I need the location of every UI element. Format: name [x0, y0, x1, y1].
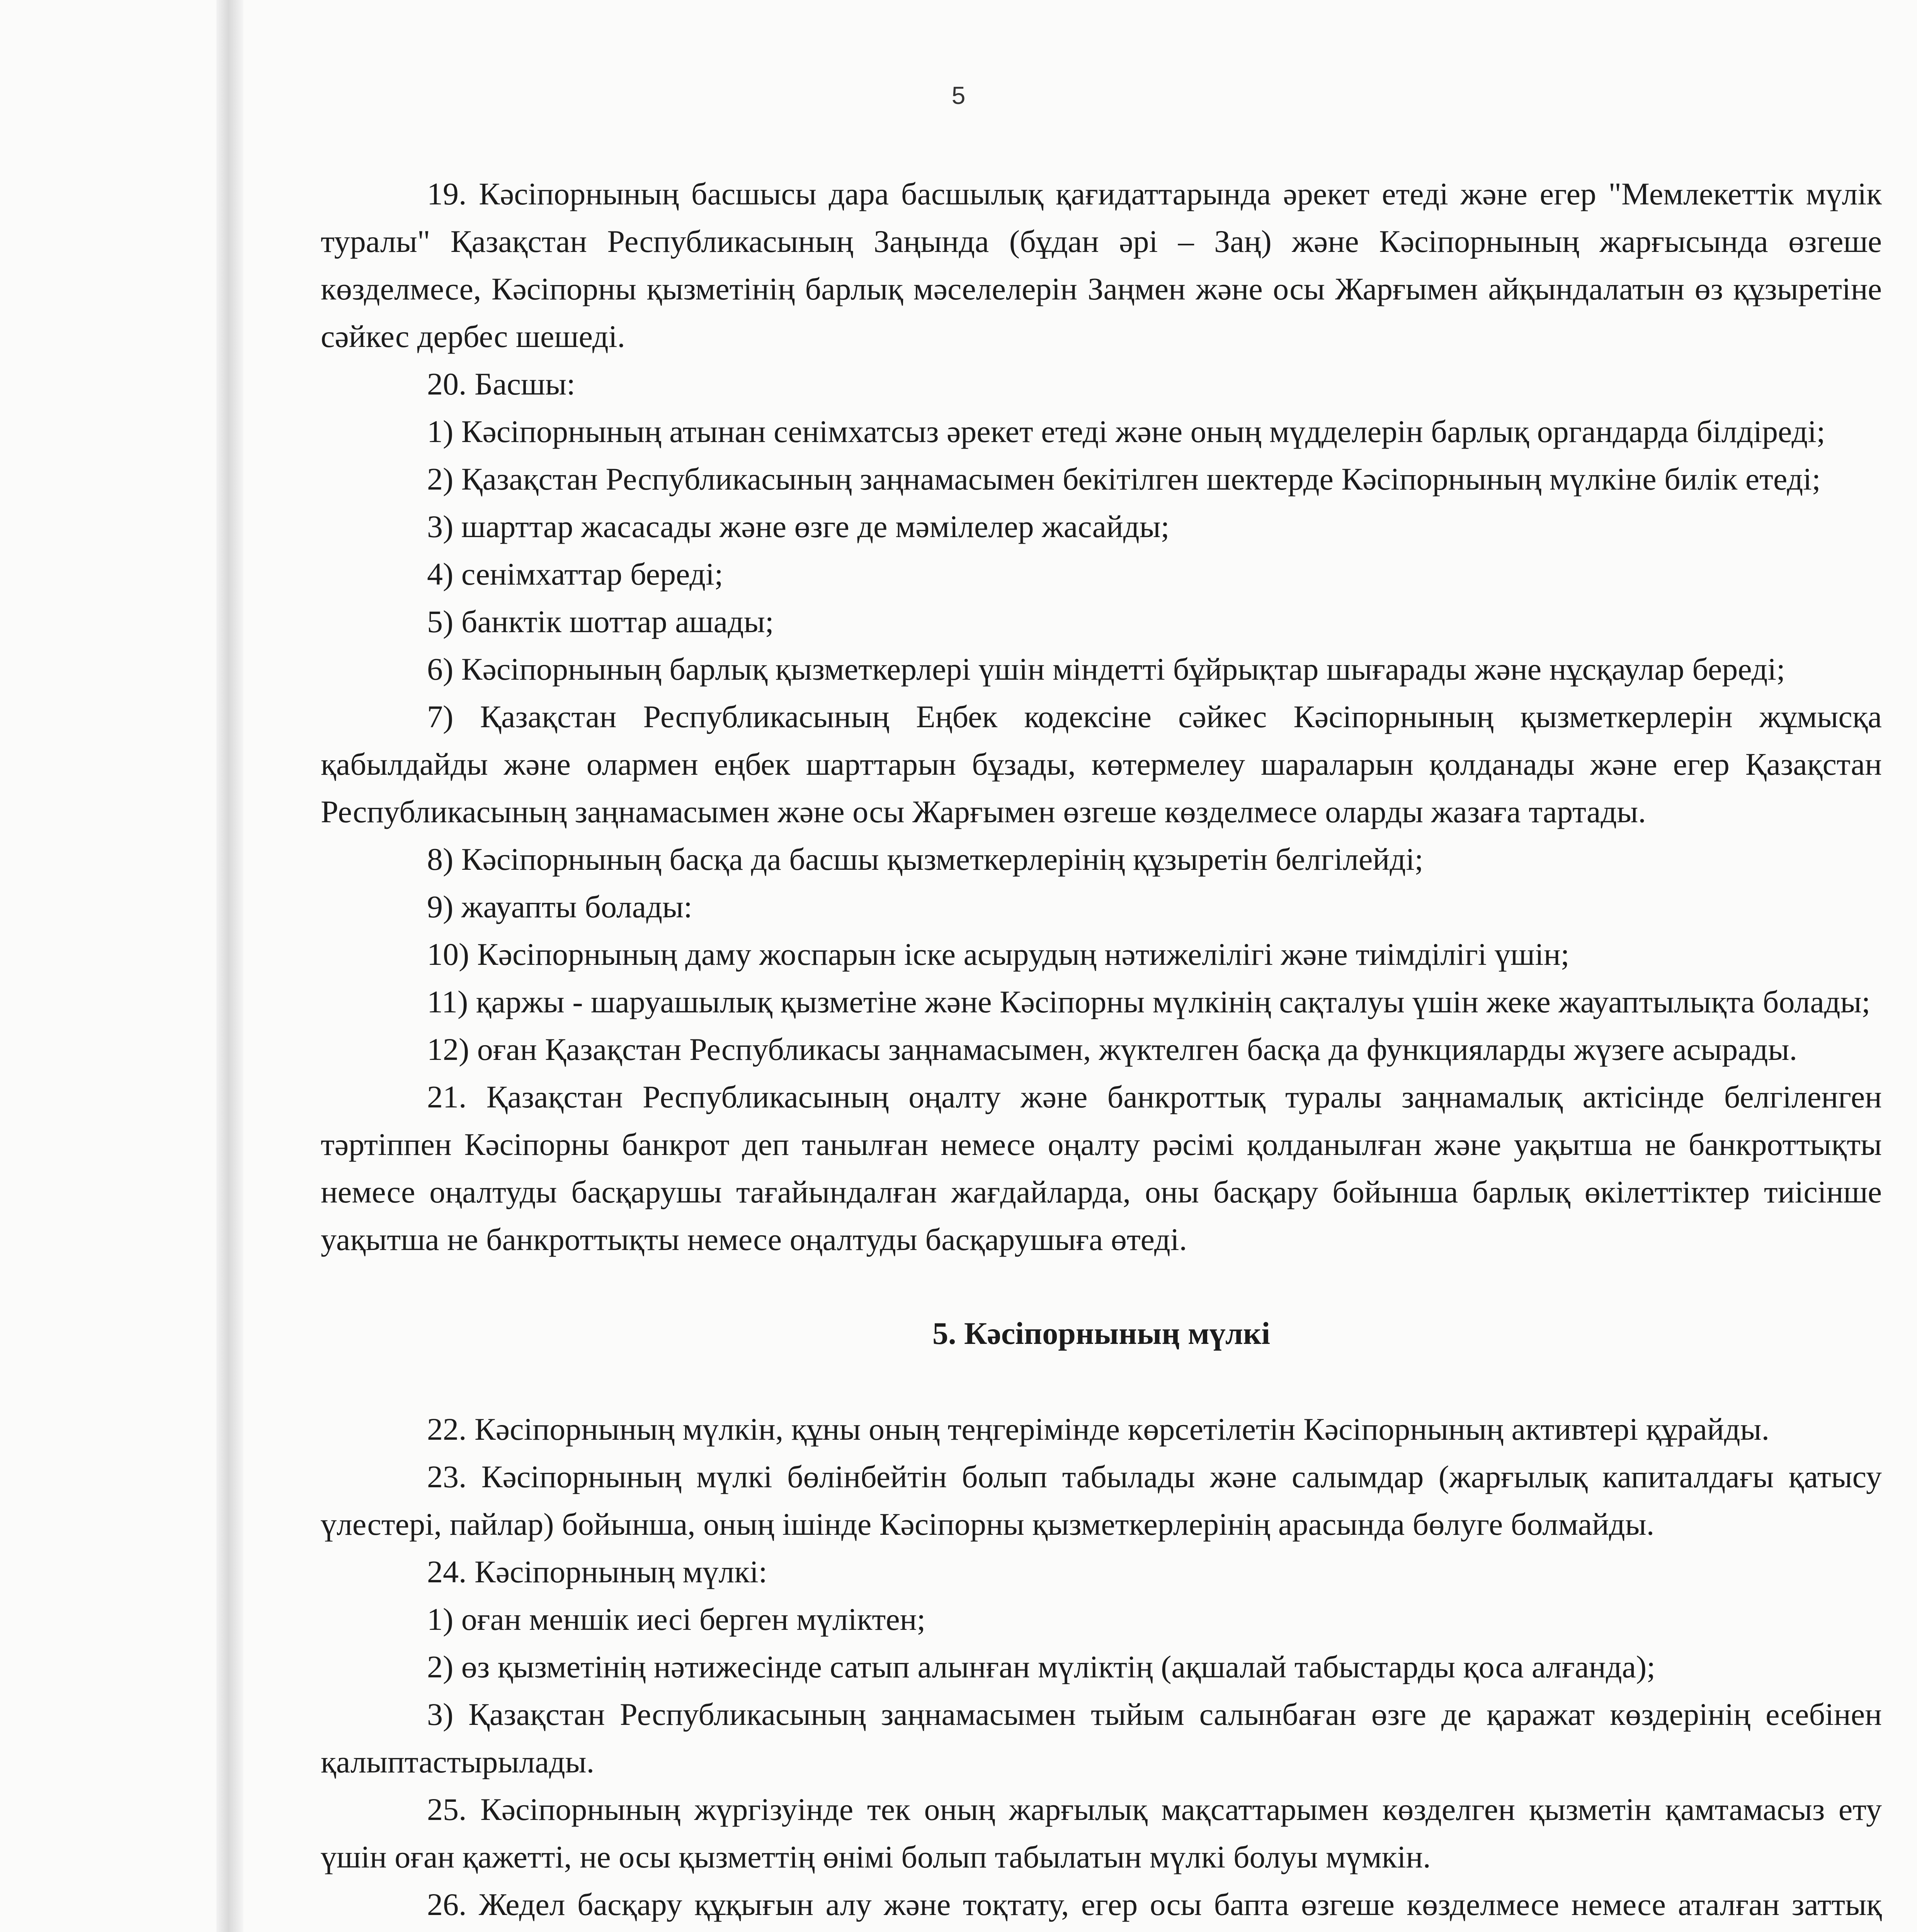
list-item: 9) жауапты болады: — [427, 889, 692, 924]
paragraph-19: 19. Кәсіпорнының басшысы дара басшылық қағидаттарында әрекет етеді және егер "Мемлекеттік мүлік туралы" Қазақстан Республикасының Заңында (бұдан әрі – Заң) және Кәсіпорнының жарғысында өзгеше көзделмесе, Кәсіпорны қызметінің барлық мәселелерін Заңмен және осы Жарғымен айқындалатын өз құзыретіне сәйкес дербес шешеді. — [321, 176, 1882, 354]
list-item: 6) Кәсіпорнының барлық қызметкерлері үшін міндетті бұйрықтар шығарады және нұсқаулар береді; — [427, 651, 1785, 687]
paragraph-21: 21. Қазақстан Республикасының оңалту және банкроттық туралы заңнамалық актісінде белгіленген тәртіппен Кәсіпорны банкрот деп танылған немесе оңалту рәсімі қолданылған және уақытша не банкроттықты немесе оңалтуды басқарушы тағайындалған жағдайларда, оны басқару бойынша барлық өкілеттіктер тиісінше уақытша не банкроттықты немесе оңалтуды басқарушыға өтеді. — [321, 1079, 1882, 1257]
list-item: 12) оған Қазақстан Республикасы заңнамасымен, жүктелген басқа да функцияларды жүзеге асырады. — [427, 1032, 1797, 1067]
list-item: 4) сенімхаттар береді; — [427, 556, 723, 592]
list-item: 5) банктік шоттар ашады; — [427, 604, 774, 639]
paragraph-26: 26. Жедел басқару құқығын алу және тоқтату, егер осы бапта өзгеше көзделмесе немесе аталған заттық — [427, 1887, 1882, 1922]
list-item: 2) өз қызметінің нәтижесінде сатып алынған мүліктің (ақшалай табыстарды қоса алғанда); — [427, 1649, 1655, 1684]
list-item: 7) Қазақстан Республикасының Еңбек кодексіне сәйкес Кәсіпорнының қызметкерлерін жұмысқа қабылдайды және олармен еңбек шарттарын бұзады, көтермелеу шараларын қолданады және егер Қазақстан Республикасының заңнамасымен және осы Жарғымен өзгеше көзделмесе оларды жазаға тартады. — [321, 699, 1882, 829]
page-number: 5 — [951, 82, 966, 109]
binding-shadow — [216, 0, 243, 1932]
paragraph-23: 23. Кәсіпорнының мүлкі бөлінбейтін болып табылады және салымдар (жарғылық капиталдағы қатысу үлестері, пайлар) бойынша, оның ішінде Кәсіпорны қызметкерлерінің арасында бөлуге болмайды. — [321, 1459, 1882, 1542]
list-item: 8) Кәсіпорнының басқа да басшы қызметкерлерінің құзыретін белгілейді; — [427, 842, 1424, 877]
section-heading: 5. Кәсіпорнының мүлкі — [932, 1316, 1271, 1351]
list-item: 2) Қазақстан Республикасының заңнамасымен бекітілген шектерде Кәсіпорнының мүлкіне билік етеді; — [427, 461, 1821, 497]
list-item: 11) қаржы - шаруашылық қызметіне және Кәсіпорны мүлкінің сақталуы үшін жеке жауаптылықта болады; — [427, 984, 1871, 1019]
list-item: 1) Кәсіпорнының атынан сенімхатсыз әрекет етеді және оның мүдделерін барлық органдарда білдіреді; — [427, 414, 1825, 449]
list-item: 10) Кәсіпорнының даму жоспарын іске асырудың нәтижелілігі және тиімділігі үшін; — [427, 937, 1570, 972]
list-item: 3) Қазақстан Республикасының заңнамасымен тыйым салынбаған өзге де қаражат көздерінің есебінен қалыптастырылады. — [321, 1697, 1882, 1779]
paragraph-24: 24. Кәсіпорнының мүлкі: — [427, 1554, 767, 1589]
list-item: 1) оған меншік иесі берген мүліктен; — [427, 1602, 926, 1637]
paragraph-22: 22. Кәсіпорнының мүлкін, құны оның теңгерімінде көрсетілетін Кәсіпорнының активтері құрайды. — [427, 1412, 1770, 1447]
paragraph-25: 25. Кәсіпорнының жүргізуінде тек оның жарғылық мақсаттарымен көзделген қызметін қамтамасыз ету үшін оған қажетті, не осы қызметтің өнімі болып табылатын мүлкі болуы мүмкін. — [321, 1792, 1882, 1874]
document-body — [321, 170, 1882, 1932]
paragraph-20: 20. Басшы: — [427, 366, 575, 401]
list-item: 3) шарттар жасасады және өзге де мәмілелер жасайды; — [427, 509, 1170, 544]
